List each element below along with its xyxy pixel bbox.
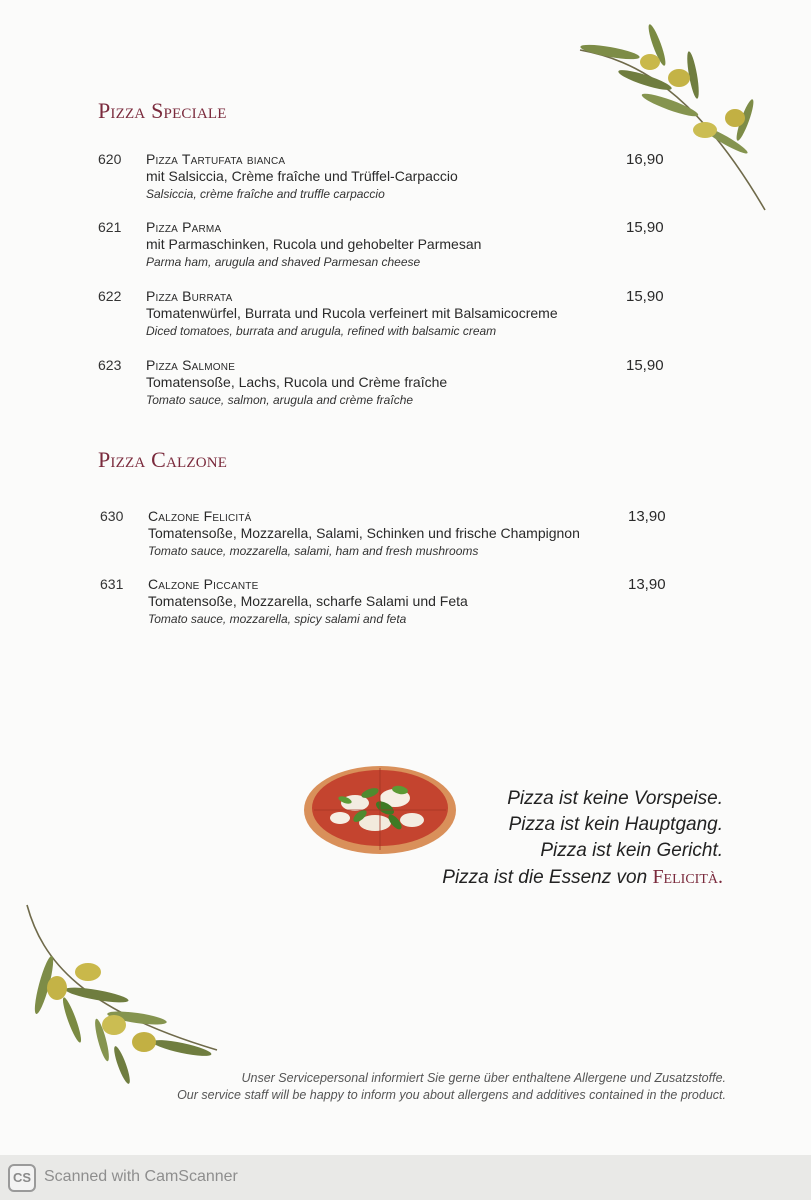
item-number: 630	[100, 508, 124, 524]
item-name: Pizza Tartufata bianca	[146, 151, 286, 167]
camscanner-logo-icon: CS	[8, 1164, 36, 1192]
item-number: 620	[98, 151, 122, 167]
item-number: 621	[98, 219, 122, 235]
item-description-en: Tomato sauce, mozzarella, spicy salami and feta	[148, 612, 407, 626]
item-description-en: Tomato sauce, salmon, arugula and crème fraîche	[146, 393, 414, 407]
item-name: Pizza Burrata	[146, 288, 233, 304]
item-price: 13,90	[628, 576, 666, 593]
allergen-notice-de: Unser Servicepersonal informiert Sie gerne über enthaltene Allergene und Zusatzstoffe.	[241, 1071, 726, 1085]
item-price: 15,90	[626, 219, 664, 236]
item-price: 13,90	[628, 508, 666, 525]
item-description-de: Tomatensoße, Mozzarella, Salami, Schinken und frische Champignon	[148, 525, 580, 541]
item-name: Pizza Parma	[146, 219, 222, 235]
item-price: 16,90	[626, 151, 664, 168]
pizza-illustration-icon	[300, 758, 460, 858]
pizza-quote	[442, 786, 723, 891]
brand-name: Felicità.	[652, 866, 723, 888]
item-description-de: Tomatenwürfel, Burrata und Rucola verfeinert mit Balsamicocreme	[146, 305, 558, 321]
item-description-de: mit Salsiccia, Crème fraîche und Trüffel-Carpaccio	[146, 168, 458, 184]
item-description-en: Diced tomatoes, burrata and arugula, refined with balsamic cream	[146, 324, 497, 338]
item-description-en: Tomato sauce, mozzarella, salami, ham and fresh mushrooms	[148, 544, 479, 558]
scanner-watermark-bar	[0, 1155, 811, 1200]
item-price: 15,90	[626, 357, 664, 374]
item-name: Pizza Salmone	[146, 357, 236, 373]
item-number: 623	[98, 357, 122, 373]
olive-branch-top-icon	[575, 20, 775, 215]
item-description-de: Tomatensoße, Lachs, Rucola und Crème fraîche	[146, 374, 448, 390]
item-description-de: Tomatensoße, Mozzarella, scharfe Salami und Feta	[148, 593, 468, 609]
quote-line: Pizza ist kein Hauptgang.	[508, 814, 723, 835]
section-title-pizza-speciale: Pizza Speciale	[98, 98, 227, 123]
olive-branch-bottom-icon	[22, 900, 222, 1085]
quote-line: Pizza ist keine Vorspeise.	[507, 788, 723, 809]
item-name: Calzone Felicitá	[148, 508, 252, 524]
item-description-de: mit Parmaschinken, Rucola und gehobelter Parmesan	[146, 236, 482, 252]
item-name: Calzone Piccante	[148, 576, 259, 592]
quote-line-prefix: Pizza ist die Essenz von	[442, 867, 653, 888]
scanner-watermark-text: Scanned with CamScanner	[44, 1168, 238, 1185]
item-number: 622	[98, 288, 122, 304]
quote-line	[442, 864, 723, 891]
allergen-notice-en: Our service staff will be happy to inform you about allergens and additives contained in the product.	[177, 1088, 726, 1102]
item-price: 15,90	[626, 288, 664, 305]
quote-line: Pizza ist kein Gericht.	[540, 840, 723, 861]
item-description-en: Parma ham, arugula and shaved Parmesan cheese	[146, 255, 421, 269]
section-title-pizza-calzone: Pizza Calzone	[98, 447, 228, 472]
item-description-en: Salsiccia, crème fraîche and truffle carpaccio	[146, 187, 385, 201]
allergen-notice	[108, 1070, 726, 1104]
item-number: 631	[100, 576, 124, 592]
